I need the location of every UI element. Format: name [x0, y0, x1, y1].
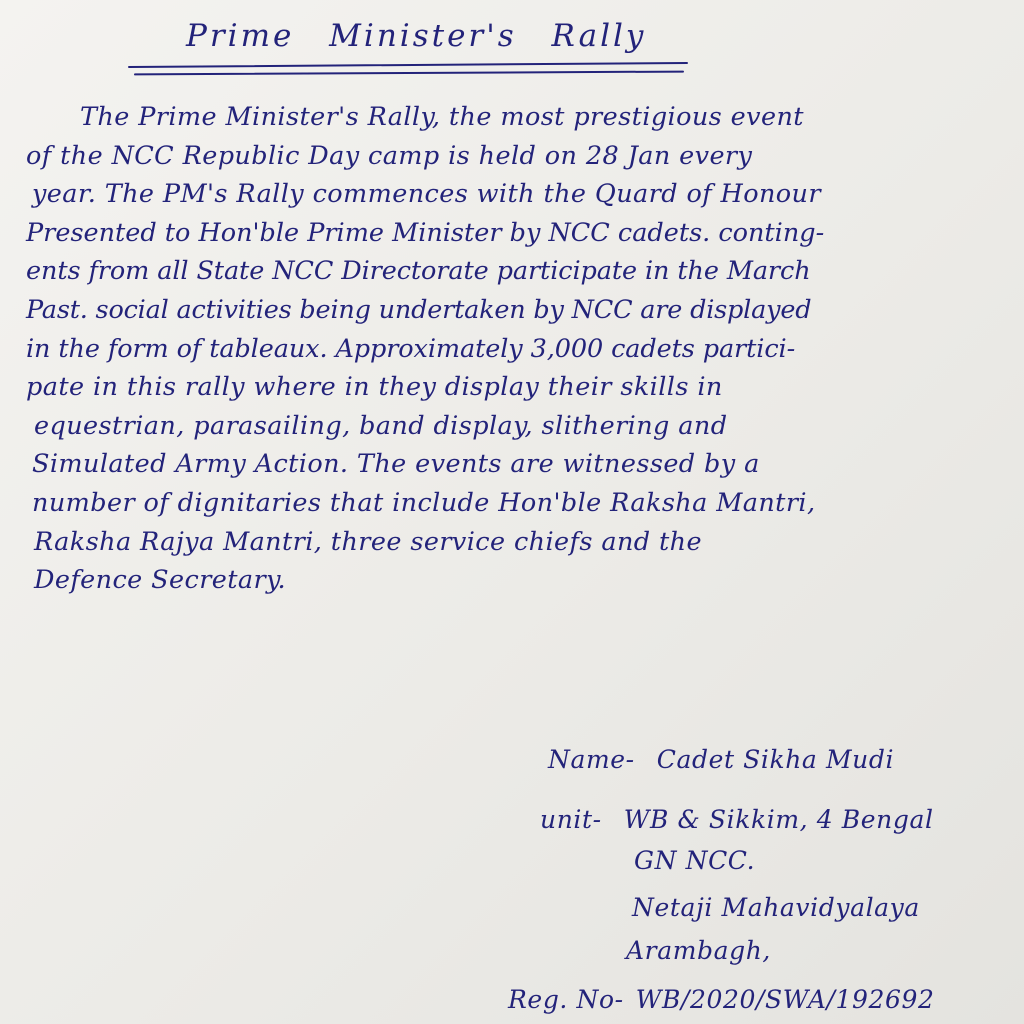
signature-unit — [540, 805, 934, 834]
essay-line: equestrian, parasailing, band display, slithering and — [34, 410, 728, 441]
signature-unit-continued: GN NCC. — [634, 846, 756, 875]
title-underline-second — [134, 71, 684, 76]
essay-line: in the form of tableaux. Approximately 3,000 cadets partici- — [26, 333, 796, 364]
essay-line: The Prime Minister's Rally, the most prestigious event — [80, 102, 804, 132]
signature-institution: Netaji Mahavidyalaya — [632, 893, 920, 922]
essay-body — [26, 98, 1010, 600]
essay-line: Raksha Rajya Mantri, three service chiefs and the — [34, 526, 702, 557]
essay-line: Past. social activities being undertaken by NCC are displayed — [26, 294, 812, 325]
unit-value: WB & Sikkim, 4 Bengal — [623, 805, 934, 834]
essay-line: year. The PM's Rally commences with the Quard of Honour — [32, 179, 821, 210]
name-label: Name- — [548, 745, 635, 774]
name-value: Cadet Sikha Mudi — [656, 745, 895, 774]
essay-line: pate in this rally where in they display their skills in — [26, 372, 723, 403]
page-title: Prime Minister's Rally — [186, 18, 647, 54]
signature-name — [548, 745, 894, 774]
essay-line: of the NCC Republic Day camp is held on 28 Jan every — [26, 140, 753, 171]
reg-label: Reg. No- — [508, 985, 624, 1014]
reg-value: WB/2020/SWA/192692 — [635, 985, 935, 1014]
essay-line: Simulated Army Action. The events are witnessed by a — [32, 449, 760, 480]
signature-registration — [508, 985, 935, 1014]
essay-line: Presented to Hon'ble Prime Minister by NCC cadets. conting- — [26, 217, 825, 248]
essay-line: Defence Secretary. — [34, 565, 287, 596]
essay-line: ents from all State NCC Directorate participate in the March — [26, 256, 811, 287]
signature-institution-location: Arambagh, — [626, 936, 771, 965]
essay-line: number of dignitaries that include Hon'ble Raksha Mantri, — [32, 487, 816, 518]
title-underline — [128, 62, 688, 68]
unit-label: unit- — [540, 805, 602, 834]
